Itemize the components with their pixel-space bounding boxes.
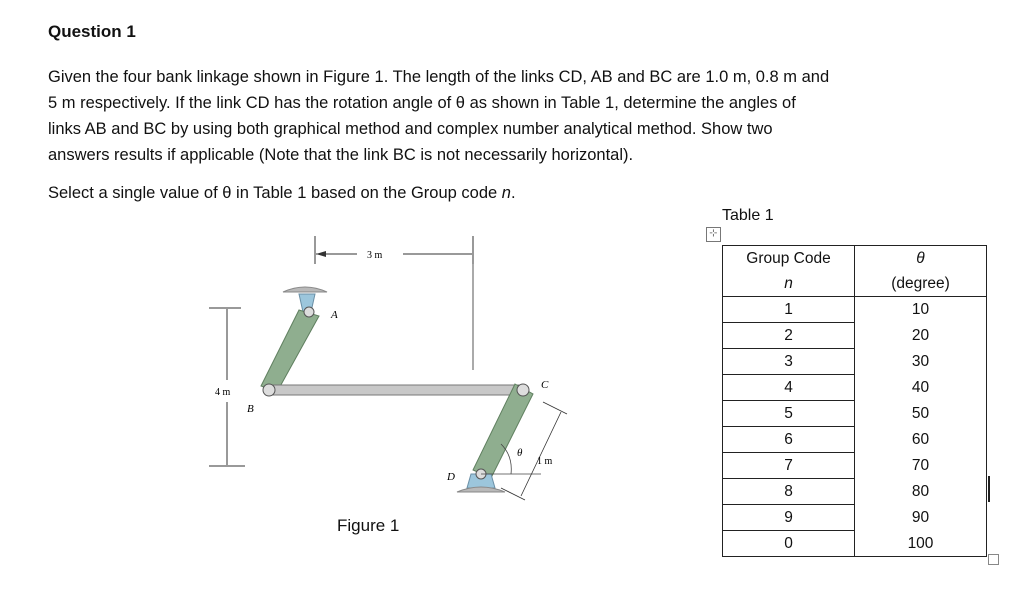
header-theta: θ <box>855 246 987 273</box>
label-D: D <box>447 471 455 483</box>
label-C: C <box>541 379 549 391</box>
table-cell-n: 7 <box>723 453 855 479</box>
table-cell-n: 3 <box>723 349 855 375</box>
header-degree: (degree) <box>855 272 987 297</box>
question-paragraph <box>48 64 918 168</box>
figure-caption: Figure 1 <box>337 516 400 535</box>
table-cell-theta: 40 <box>855 375 987 401</box>
table-cell-theta: 90 <box>855 505 987 531</box>
select-variable: n <box>501 184 511 202</box>
paragraph-line: Given the four bank linkage shown in Figure 1. The length of the links CD, AB and BC are 1.0 m, 0.8 m and <box>48 68 830 86</box>
table-cell-n: 8 <box>723 479 855 505</box>
table-move-handle-icon[interactable]: ⊹ <box>706 227 721 242</box>
label-A: A <box>331 309 338 321</box>
select-instruction <box>48 184 516 203</box>
dimension-3m-label: 3 m <box>367 250 383 261</box>
table-cell-theta: 80 <box>855 479 987 505</box>
paragraph-line: answers results if applicable (Note that the link BC is not necessarily horizontal). <box>48 146 634 164</box>
header-group-code: Group Code <box>723 246 855 273</box>
table-cell-n: 2 <box>723 323 855 349</box>
table-cell-theta: 20 <box>855 323 987 349</box>
select-instruction-end: . <box>510 184 516 202</box>
table-cell-n: 0 <box>723 531 855 557</box>
table-cell-theta: 70 <box>855 453 987 479</box>
select-instruction-text: Select a single value of θ in Table 1 based on the Group code <box>48 184 502 202</box>
paragraph-line: 5 m respectively. If the link CD has the rotation angle of θ as shown in Table 1, determine the angles of <box>48 94 796 112</box>
header-n: n <box>723 272 855 297</box>
table-cell-n: 1 <box>723 297 855 323</box>
table-resize-handle[interactable] <box>988 554 999 565</box>
table-title: Table 1 <box>722 207 774 224</box>
question-heading: Question 1 <box>48 22 136 41</box>
table-cell-n: 9 <box>723 505 855 531</box>
table-cell-theta: 10 <box>855 297 987 323</box>
paragraph-line: links AB and BC by using both graphical method and complex number analytical method. Show two <box>48 120 773 138</box>
table-cell-theta: 50 <box>855 401 987 427</box>
label-B: B <box>247 403 254 415</box>
linkage-figure <box>195 230 595 520</box>
text-cursor-marker <box>988 476 990 502</box>
theta-symbol: θ <box>517 447 523 459</box>
group-code-table <box>722 245 987 557</box>
table-cell-theta: 60 <box>855 427 987 453</box>
table-cell-n: 5 <box>723 401 855 427</box>
table-cell-n: 4 <box>723 375 855 401</box>
dimension-1m-label: 1 m <box>537 456 553 467</box>
table-cell-n: 6 <box>723 427 855 453</box>
dimension-4m-label: 4 m <box>215 387 231 398</box>
table-cell-theta: 100 <box>855 531 987 557</box>
table-cell-theta: 30 <box>855 349 987 375</box>
